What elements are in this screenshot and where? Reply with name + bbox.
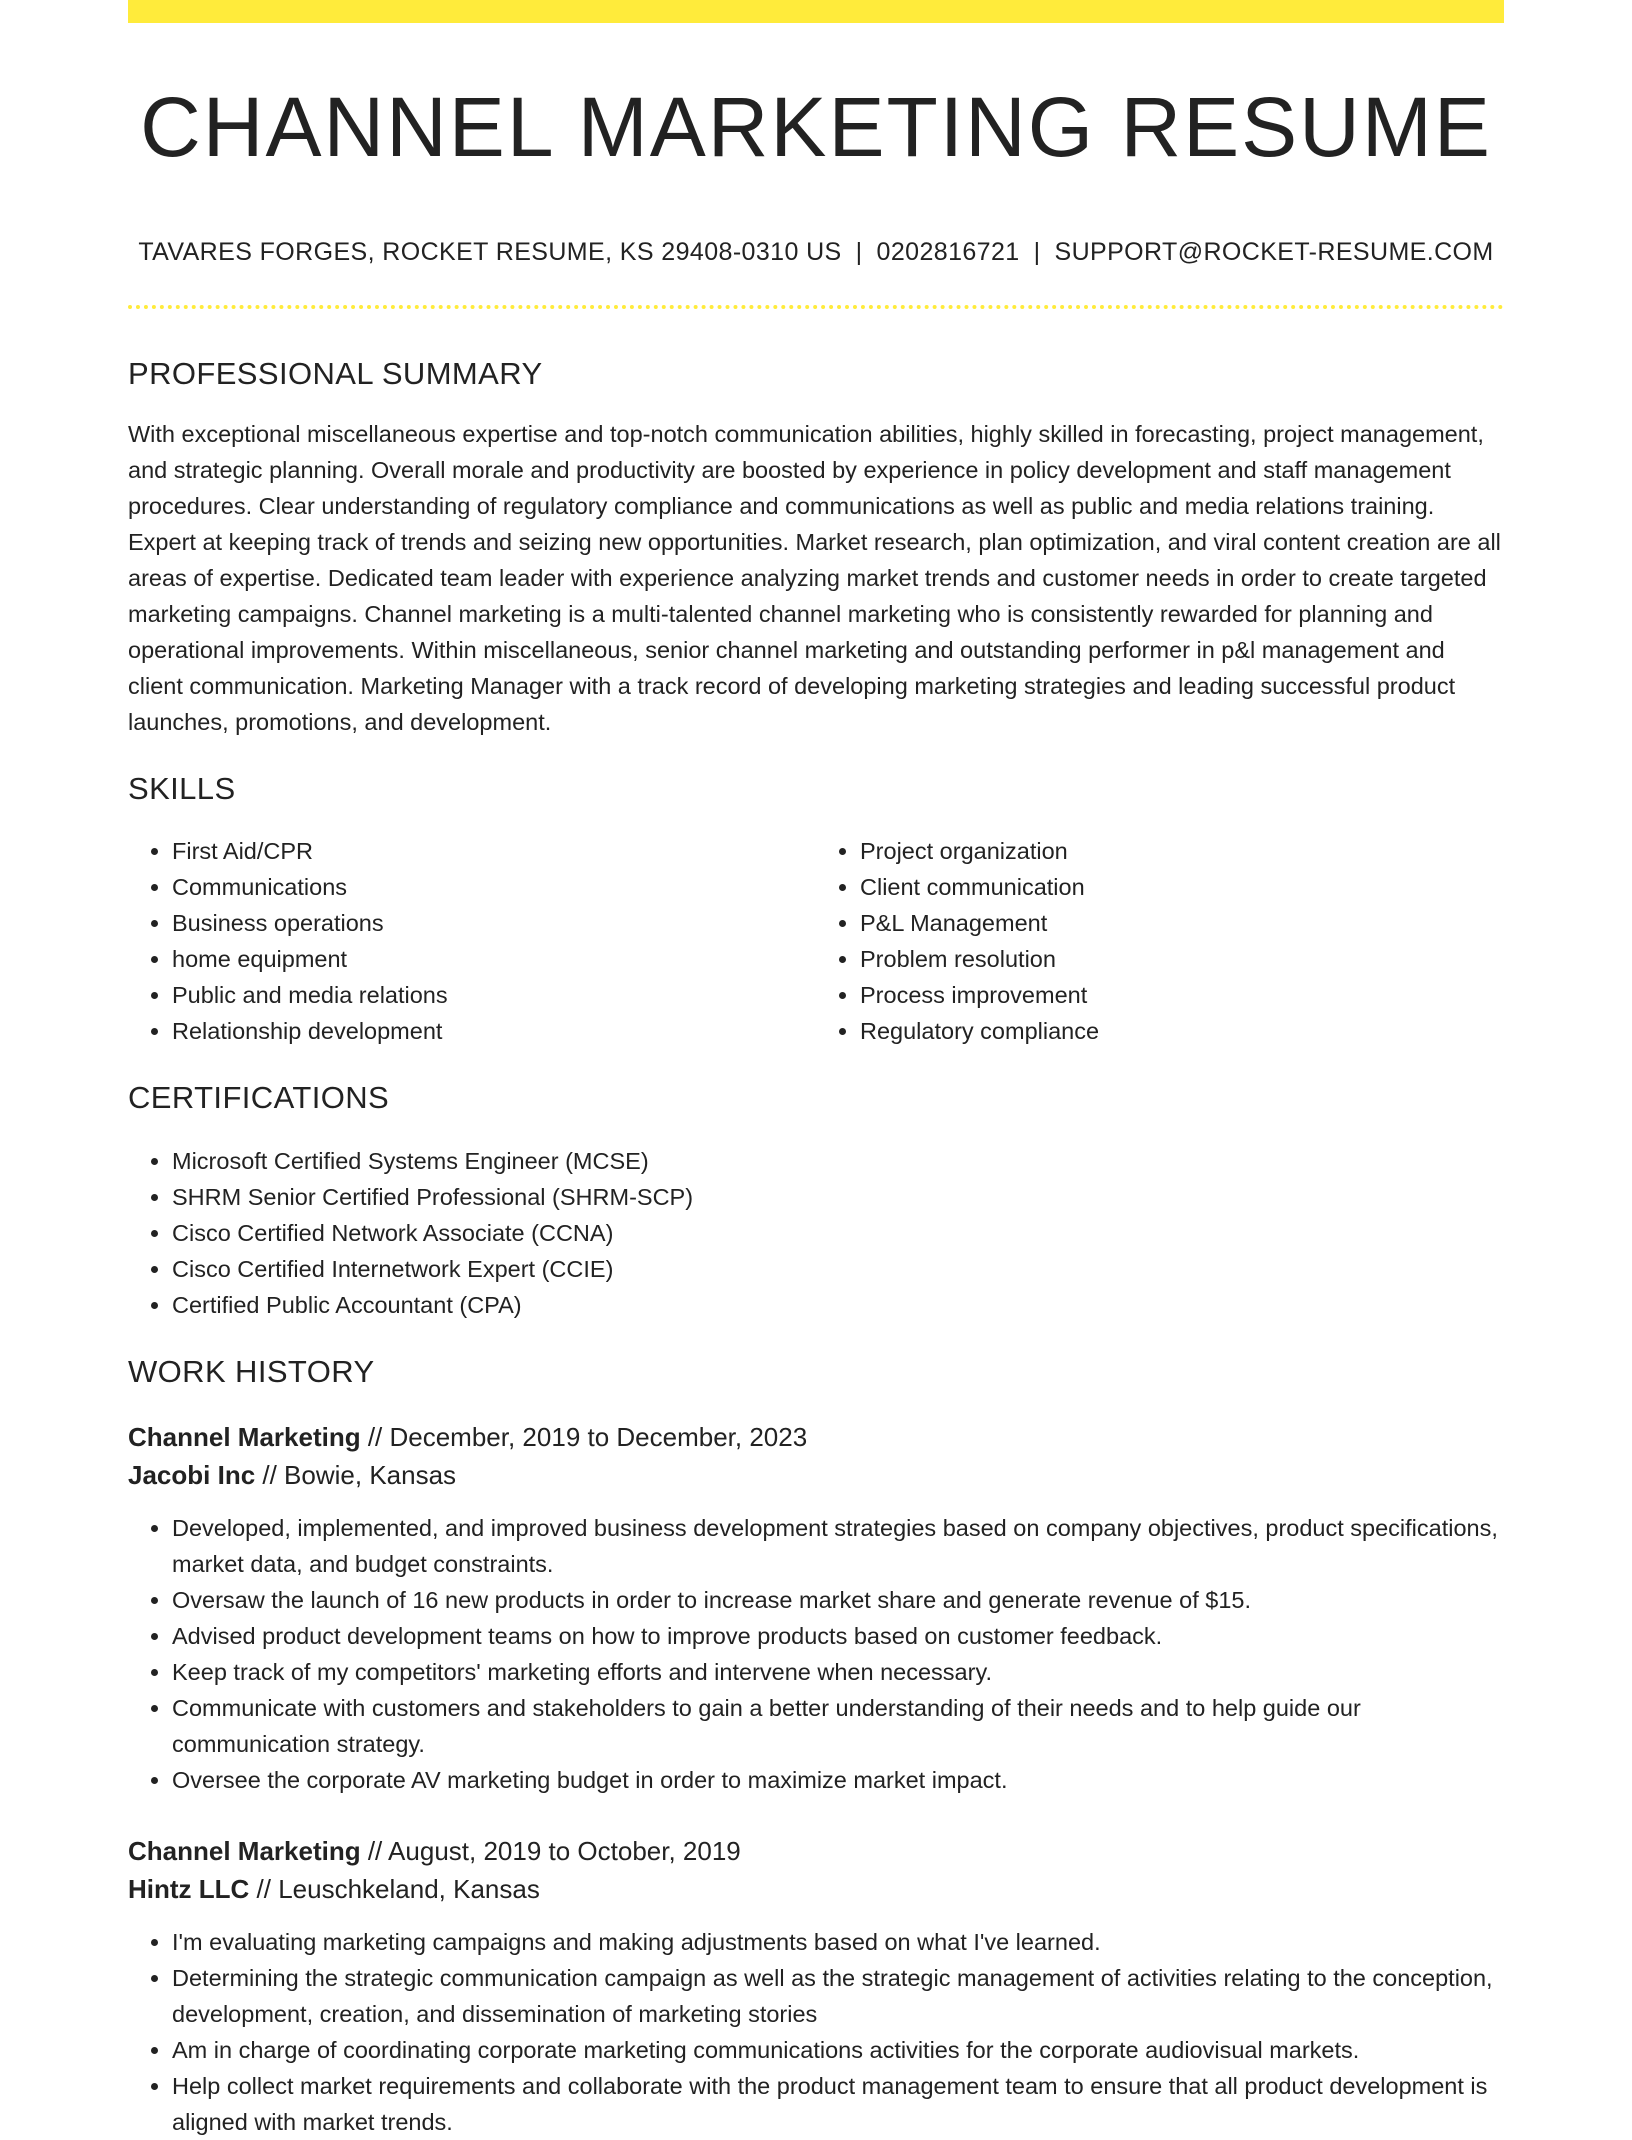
job-title-line bbox=[128, 1418, 1504, 1456]
contact-email: SUPPORT@ROCKET-RESUME.COM bbox=[1054, 238, 1494, 266]
job-bullet: • Communicate with customers and stakeholders to gain a better understanding of their needs and to help guide our communication strategy. bbox=[172, 1690, 1504, 1762]
job-company-line bbox=[128, 1456, 1504, 1494]
job-header bbox=[128, 1832, 1504, 1908]
job-title: Channel Marketing bbox=[128, 1421, 361, 1452]
certification-item: • Certified Public Accountant (CPA) bbox=[172, 1287, 1504, 1323]
job-company: Jacobi Inc bbox=[128, 1459, 256, 1490]
job-header bbox=[128, 1418, 1504, 1494]
skill-item: • Process improvement bbox=[860, 977, 1504, 1013]
job-bullets bbox=[128, 1924, 1504, 2140]
contact-address: TAVARES FORGES, ROCKET RESUME, KS 29408-0310 US bbox=[138, 238, 842, 266]
job-bullet: • Developed, implemented, and improved business development strategies based on company objectives, product specifications, market data, and budget constraints. bbox=[172, 1510, 1504, 1582]
job-location: // Leuschkeland, Kansas bbox=[249, 1873, 540, 1904]
job-bullet: • Advised product development teams on how to improve products based on customer feedback. bbox=[172, 1618, 1504, 1654]
job-bullet: • Keep track of my competitors' marketing efforts and intervene when necessary. bbox=[172, 1654, 1504, 1690]
skill-item: • Public and media relations bbox=[172, 977, 816, 1013]
skill-item: • Regulatory compliance bbox=[860, 1013, 1504, 1049]
contact-separator: | bbox=[1033, 238, 1041, 266]
work-history-heading: WORK HISTORY bbox=[128, 1353, 375, 1389]
skill-item: • First Aid/CPR bbox=[172, 833, 816, 869]
skill-item: • Relationship development bbox=[172, 1013, 816, 1049]
job-bullets bbox=[128, 1510, 1504, 1798]
job-company-line bbox=[128, 1870, 1504, 1908]
certification-item: • Microsoft Certified Systems Engineer (MCSE) bbox=[172, 1143, 1504, 1179]
skill-item: • P&L Management bbox=[860, 905, 1504, 941]
summary-text: With exceptional miscellaneous expertise and top-notch communication abilities, highly skilled in forecasting, project management, and strategic planning. Overall morale and productivity are boosted by experience in policy development and staff management procedures. Clear understanding of regulatory compliance and communications as well as public and media relations training. Expert at keeping track of trends and seizing new opportunities. Market research, plan optimization, and viral content creation are all areas of expertise. Dedicated team leader with experience analyzing market trends and customer needs in order to create targeted marketing campaigns. Channel marketing is a multi-talented channel marketing who is consistently rewarded for planning and operational improvements. Within miscellaneous, senior channel marketing and outstanding performer in p&l management and client communication. Marketing Manager with a track record of developing marketing strategies and leading successful product launches, promotions, and development. bbox=[128, 421, 1501, 736]
skill-item: • Communications bbox=[172, 869, 816, 905]
summary-heading: PROFESSIONAL SUMMARY bbox=[128, 356, 543, 391]
job-bullet: • Help collect market requirements and collaborate with the product management team to ensure that all product development is aligned with market trends. bbox=[172, 2068, 1504, 2140]
page-title: CHANNEL MARKETING RESUME bbox=[140, 80, 1492, 174]
dotted-divider bbox=[128, 305, 1504, 309]
skill-item: • Project organization bbox=[860, 833, 1504, 869]
job-bullet: • Oversee the corporate AV marketing budget in order to maximize market impact. bbox=[172, 1762, 1504, 1798]
skill-item: • Problem resolution bbox=[860, 941, 1504, 977]
contact-line bbox=[128, 237, 1504, 267]
certification-item: • Cisco Certified Network Associate (CCNA) bbox=[172, 1215, 1504, 1251]
job-bullet: • I'm evaluating marketing campaigns and making adjustments based on what I've learned. bbox=[172, 1924, 1504, 1960]
job-bullet: • Am in charge of coordinating corporate marketing communications activities for the corporate audiovisual markets. bbox=[172, 2032, 1504, 2068]
contact-separator: | bbox=[855, 238, 863, 266]
job-dates: // August, 2019 to October, 2019 bbox=[360, 1835, 741, 1866]
job-bullet: • Oversaw the launch of 16 new products in order to increase market share and generate revenue of $15. bbox=[172, 1582, 1504, 1618]
skills-columns bbox=[128, 833, 1504, 1049]
skills-right-list bbox=[816, 833, 1504, 1049]
skills-heading: SKILLS bbox=[128, 771, 236, 807]
job-title: Channel Marketing bbox=[128, 1835, 361, 1866]
job-company: Hintz LLC bbox=[128, 1873, 250, 1904]
certification-item: • Cisco Certified Internetwork Expert (CCIE) bbox=[172, 1251, 1504, 1287]
job-title-line bbox=[128, 1832, 1504, 1870]
certifications-list bbox=[128, 1143, 1504, 1323]
resume-page bbox=[128, 0, 1504, 2140]
certifications-heading: CERTIFICATIONS bbox=[128, 1080, 390, 1116]
top-accent-bar bbox=[128, 0, 1504, 23]
contact-phone: 0202816721 bbox=[876, 238, 1020, 266]
skill-item: • home equipment bbox=[172, 941, 816, 977]
skill-item: • Client communication bbox=[860, 869, 1504, 905]
job-dates: // December, 2019 to December, 2023 bbox=[360, 1421, 808, 1452]
skill-item: • Business operations bbox=[172, 905, 816, 941]
certification-item: • SHRM Senior Certified Professional (SHRM-SCP) bbox=[172, 1179, 1504, 1215]
job-bullet: • Determining the strategic communication campaign as well as the strategic management of activities relating to the conception, development, creation, and dissemination of marketing stories bbox=[172, 1960, 1504, 2032]
job-location: // Bowie, Kansas bbox=[255, 1459, 457, 1490]
skills-left-list bbox=[128, 833, 816, 1049]
